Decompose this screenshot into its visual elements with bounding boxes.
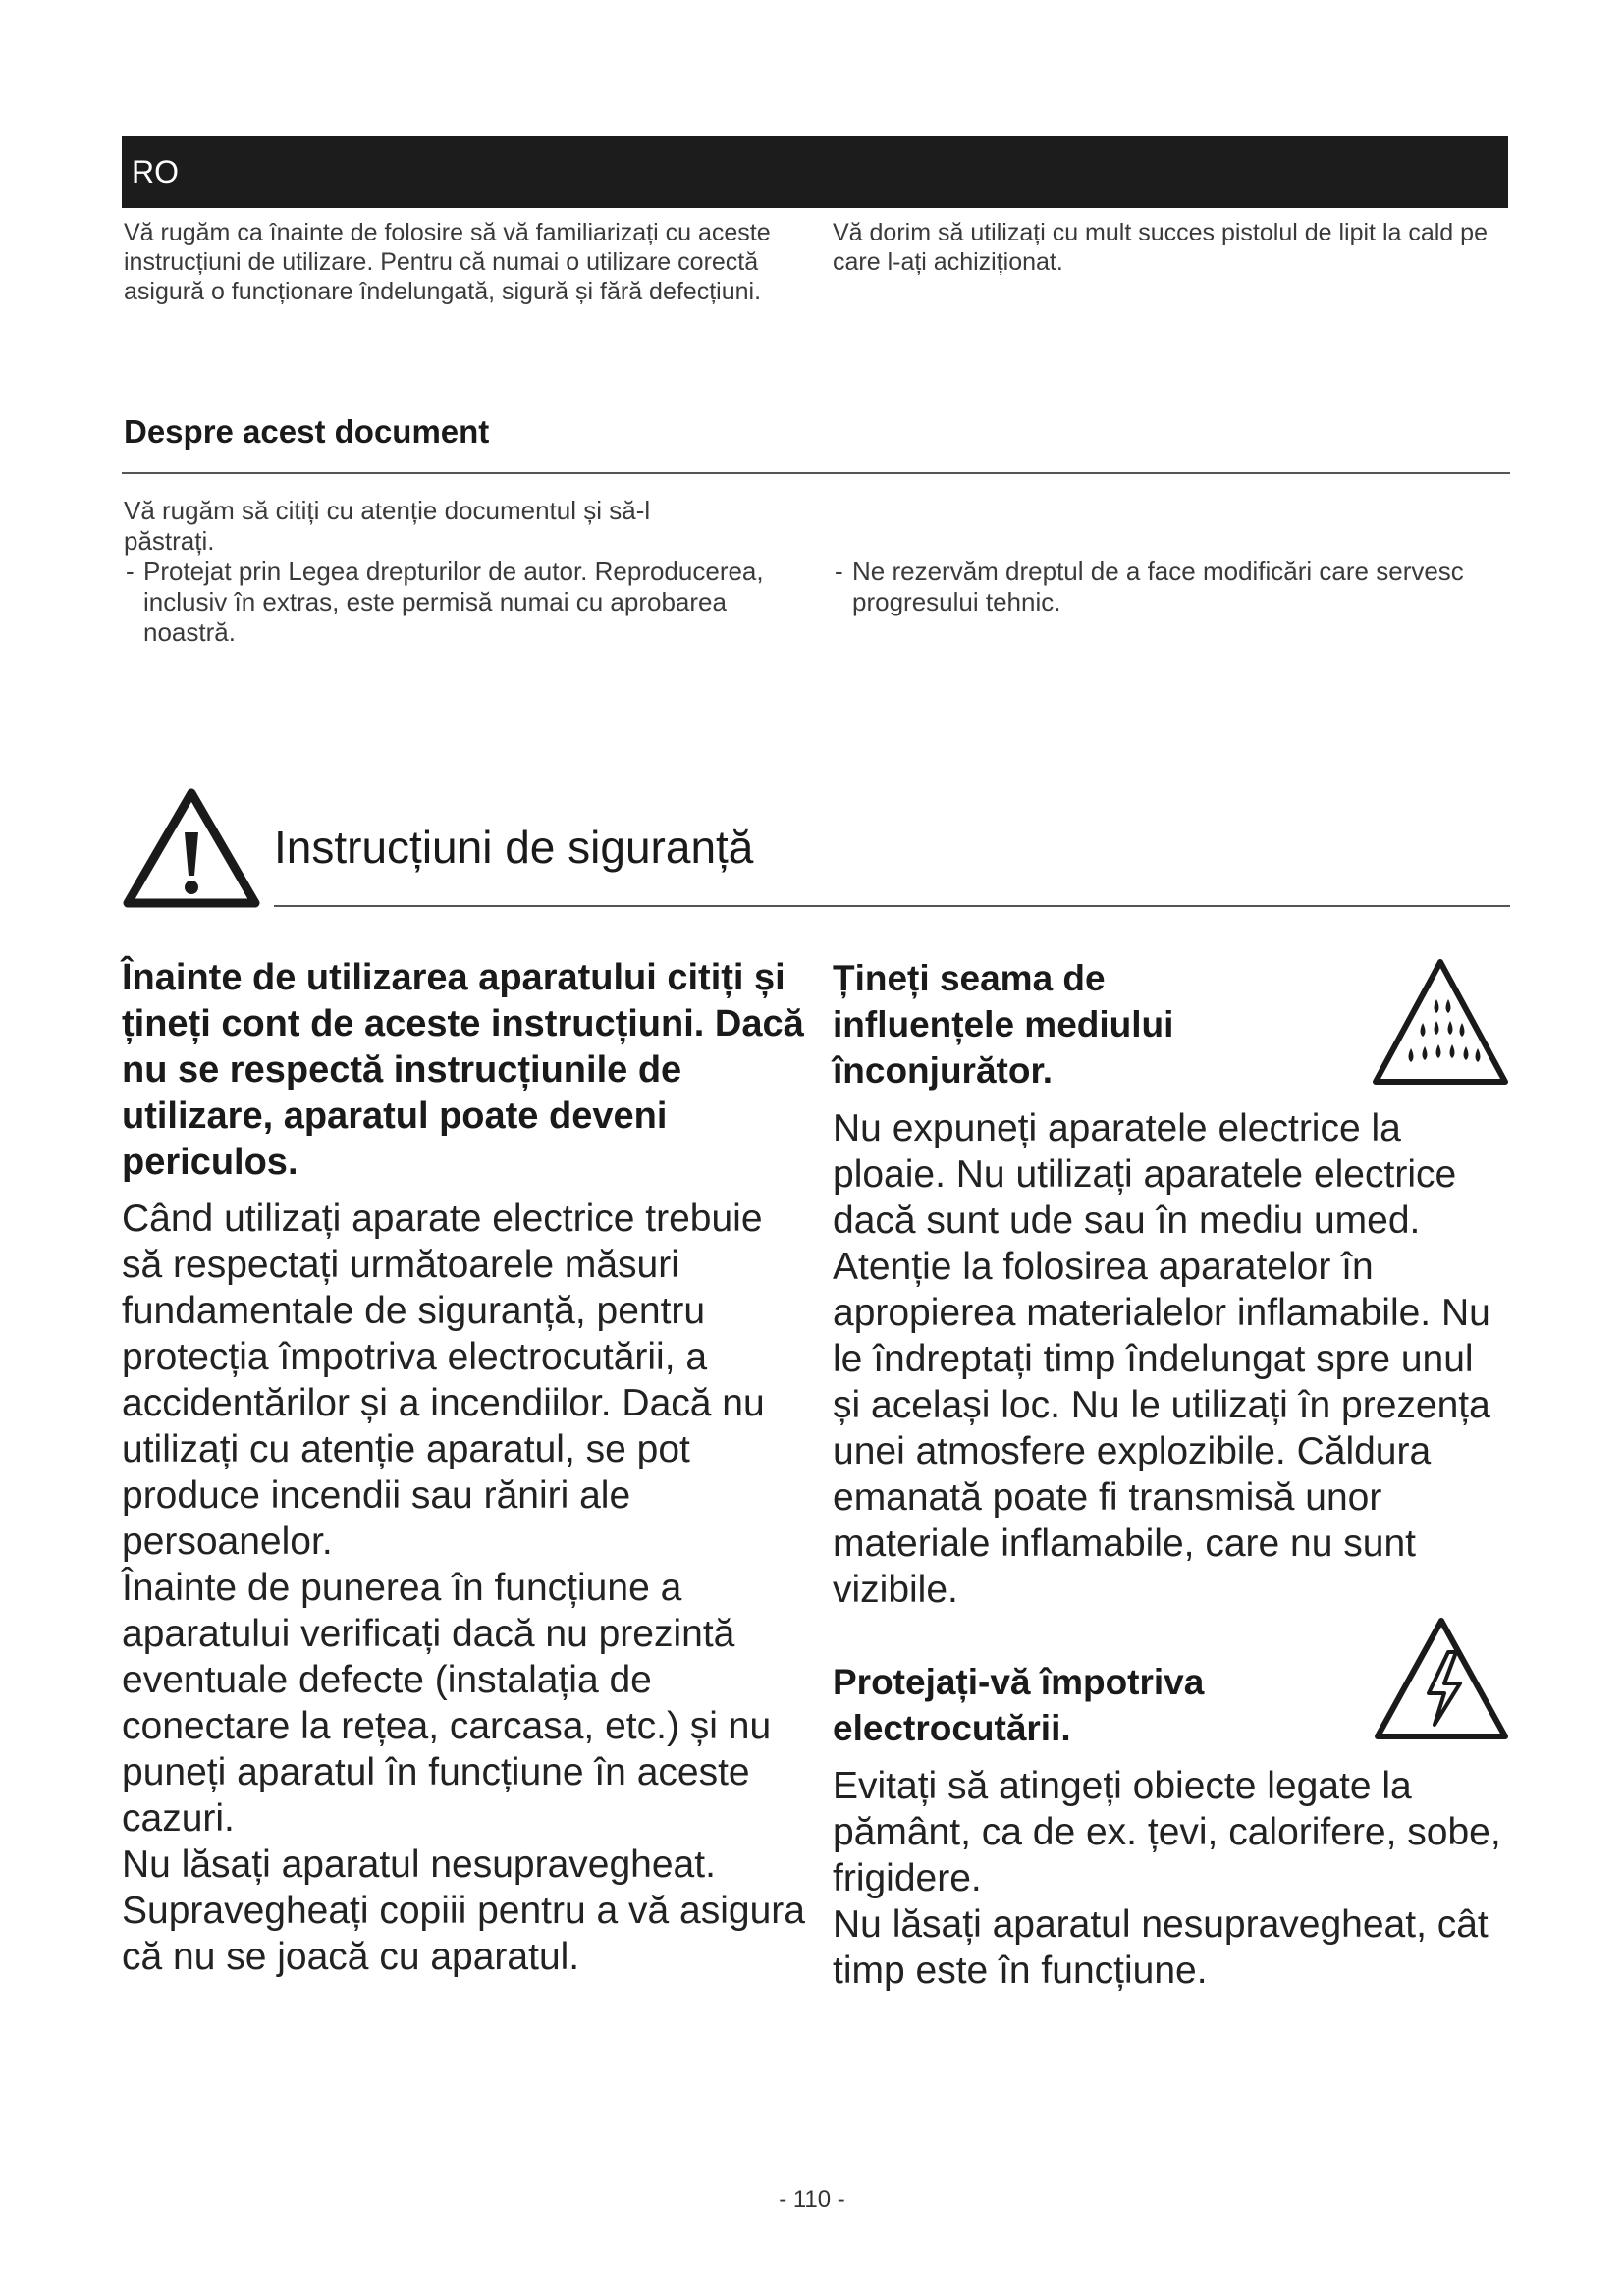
intro-right: Vă dorim să utilizați cu mult succes pistolul de lipit la cald pe care l-ați achiziționat. — [833, 219, 1488, 276]
electrocution-heading: Protejați-vă împotriva electrocutării. — [833, 1662, 1205, 1748]
safety-paragraph: Înainte de punerea în funcțiune a aparatului verificați dacă nu prezintă eventuale defecte (instalația de conectare la rețea, carcasa, etc.) și nu puneți aparatul în funcțiune în aceste cazuri. — [122, 1567, 772, 1840]
about-document-right-column — [833, 557, 1510, 617]
language-code: RO — [132, 154, 179, 189]
page-number: - 110 - — [779, 2186, 845, 2213]
about-document-left-column — [124, 496, 801, 648]
about-document-right-list — [833, 557, 1510, 617]
safety-lead: Înainte de utilizarea aparatului citiți și țineți cont de aceste instrucțiuni. Dacă nu se respectă instrucțiunile de utilizare, aparatul poate deveni periculos. — [122, 957, 804, 1183]
safety-divider — [274, 905, 1510, 907]
section-divider — [122, 472, 1510, 474]
intro-left: Vă rugăm ca înainte de folosire să vă familiarizați cu aceste instrucțiuni de utilizare. Pentru că numai o utilizare corectă asigură o funcționare îndelungată, sigură și fără defecțiuni. — [124, 219, 771, 305]
electrocution-paragraph: Nu lăsați aparatul nesupravegheat, cât timp este în funcțiune. — [833, 1903, 1489, 1992]
about-document-heading: Despre acest document — [124, 413, 490, 450]
list-item: - Protejat prin Legea drepturilor de autor. Reproducerea, inclusiv în extras, este permisă numai cu aprobarea noastră. — [124, 557, 801, 648]
language-bar — [122, 136, 1508, 208]
environment-text: Nu expuneți aparatele electrice la ploaie. Nu utilizați aparatele electrice dacă sunt ude sau în mediu umed. Atenție la folosirea aparatelor în apropierea materialelor inflamabile. Nu le îndreptați timp îndelungat spre unul și același loc. Nu le utilizați în prezența unei atmosfere explozibile. Căldura emanată poate fi transmisă unor materiale inflamabile, care nu sunt vizibile. — [833, 1107, 1490, 1611]
safety-left-column — [122, 955, 809, 1980]
safety-heading: Instrucțiuni de siguranță — [274, 822, 754, 873]
environment-heading: Țineți seama de influențele mediului înconjurător. — [833, 958, 1174, 1091]
rain-warning-icon — [1370, 956, 1511, 1090]
list-item: - Ne rezervăm dreptul de a face modificări care servesc progresului tehnic. — [833, 557, 1510, 617]
electrocution-paragraph: Evitați să atingeți obiecte legate la pământ, ca de ex. țevi, calorifere, sobe, frigidere. — [833, 1765, 1501, 1899]
about-document-intro: Vă rugăm să citiți cu atenție documentul și să-l păstrați. — [124, 496, 651, 556]
safety-paragraph: Supravegheați copiii pentru a vă asigura că nu se joacă cu aparatul. — [122, 1890, 805, 1978]
warning-triangle-icon — [120, 785, 263, 909]
safety-paragraph: Când utilizați aparate electrice trebuie să respectați următoarele măsuri fundamentale de siguranță, pentru protecția împotriva electrocutării, a accidentărilor și a incendiilor. Dacă nu utilizați cu atenție aparatul, se pot produce incendii sau răniri ale persoanelor. — [122, 1198, 765, 1563]
high-voltage-icon — [1372, 1615, 1511, 1744]
about-document-left-list — [124, 557, 801, 648]
safety-paragraph: Nu lăsați aparatul nesupravegheat. — [122, 1843, 716, 1886]
